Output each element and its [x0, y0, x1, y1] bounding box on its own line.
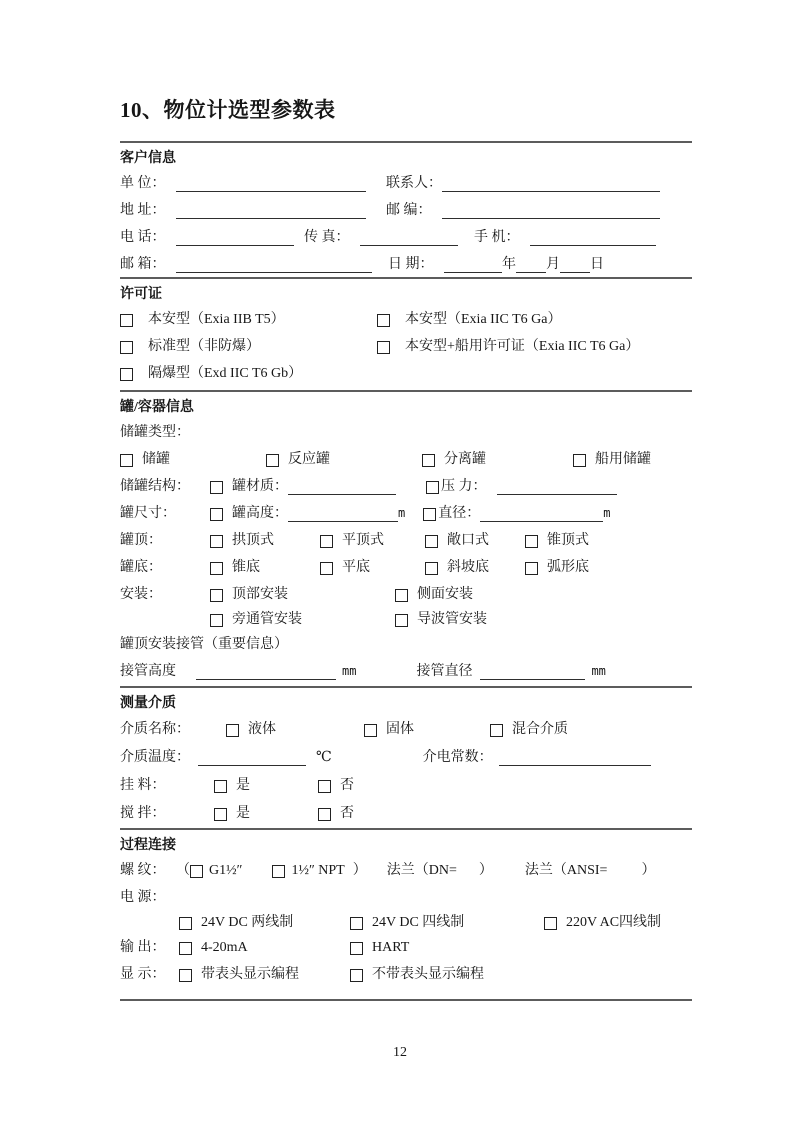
medium-option [364, 721, 490, 738]
install-row-1 [120, 580, 692, 607]
customer-row-phone [120, 223, 692, 250]
option-label: 本安型+船用许可证（Exia IIC T6 Ga） [405, 339, 640, 354]
address-fill-line[interactable] [176, 204, 366, 219]
tank-type-option [120, 451, 266, 468]
date-month-fill-line[interactable] [516, 258, 546, 273]
buildup-option [318, 777, 354, 794]
option-label: 储罐 [142, 452, 170, 467]
tank-bottom-option [320, 559, 425, 576]
height-unit: m [398, 506, 406, 520]
checkbox-4-20ma[interactable] [179, 942, 192, 955]
option-label: 斜坡底 [447, 560, 489, 575]
checkbox-slope-bottom[interactable] [425, 562, 438, 575]
unit-fill-line[interactable] [176, 177, 366, 192]
contact-fill-line[interactable] [442, 177, 660, 192]
nozzle-row [120, 657, 692, 684]
checkbox-without-display[interactable] [350, 969, 363, 982]
option-label: 220V AC四线制 [566, 915, 662, 930]
tank-bottom-row [120, 553, 692, 580]
flange-ansi-label: 法兰（ANSI= [524, 863, 608, 878]
section-tank-info [120, 392, 692, 686]
license-option [120, 365, 302, 382]
checkbox-solid[interactable] [364, 724, 377, 737]
fax-fill-line[interactable] [360, 231, 458, 246]
option-label: 24V DC 四线制 [372, 915, 465, 930]
phone-fill-line[interactable] [176, 231, 294, 246]
stir-option [214, 805, 318, 822]
power-option [350, 914, 544, 931]
checkbox-top-install[interactable] [210, 589, 223, 602]
checkbox-side-install[interactable] [395, 589, 408, 602]
temp-fill-line[interactable] [198, 751, 306, 766]
size-label: 罐尺寸： [120, 506, 176, 521]
medium-name-label: 介质名称： [120, 722, 190, 737]
checkbox-arc-bottom[interactable] [525, 562, 538, 575]
display-option [179, 966, 350, 983]
date-label: 日 期： [388, 257, 434, 272]
license-option [120, 311, 377, 328]
structure-label: 储罐结构： [120, 479, 190, 494]
option-label: 4-20mA [201, 940, 248, 955]
tank-type-option [573, 451, 651, 468]
option-label: 弧形底 [547, 560, 589, 575]
document-content [120, 0, 692, 1001]
stir-label: 搅 拌： [120, 806, 166, 821]
option-label: HART [372, 940, 410, 955]
option-label: 否 [340, 778, 354, 793]
medium-name-row [120, 714, 692, 742]
zip-label: 邮 编： [386, 203, 432, 218]
checkbox-flat-bottom[interactable] [320, 562, 333, 575]
license-option [120, 338, 377, 355]
temp-unit: ℃ [316, 750, 332, 765]
checkbox-buildup-no[interactable] [318, 780, 331, 793]
date-year-fill-line[interactable] [444, 258, 502, 273]
diameter-fill-line[interactable] [480, 507, 603, 522]
buildup-label: 挂 料： [120, 778, 166, 793]
day-label: 日 [590, 257, 604, 272]
option-label: 顶部安装 [232, 587, 288, 602]
pressure-fill-line[interactable] [497, 480, 617, 495]
nozzle-diameter-unit: mm [591, 664, 606, 678]
section-heading: 过程连接 [120, 838, 176, 853]
option-label: 拱顶式 [232, 533, 274, 548]
checkbox-separation-tank[interactable] [422, 454, 435, 467]
page-title: 10、物位计选型参数表 [120, 98, 336, 122]
section-heading: 罐/容器信息 [120, 400, 194, 415]
checkbox-with-display[interactable] [179, 969, 192, 982]
option-label: 是 [236, 778, 250, 793]
output-option [350, 939, 409, 956]
contact-label: 联系人： [386, 176, 442, 191]
install-label: 安装： [120, 587, 162, 602]
tank-top-option [320, 532, 425, 549]
checkbox-tank-height[interactable] [210, 508, 223, 521]
checkbox-stilling-well-install[interactable] [395, 614, 408, 627]
install-option [395, 586, 473, 603]
thread-row [120, 856, 692, 883]
option-label: 1½″ NPT [291, 863, 345, 878]
display-option [350, 966, 484, 983]
checkbox-exia-iib-t5[interactable] [120, 314, 133, 327]
nozzle-diameter-fill-line[interactable] [480, 665, 585, 680]
power-option [544, 914, 661, 931]
checkbox-reaction-tank[interactable] [266, 454, 279, 467]
license-row-1 [120, 305, 692, 332]
flange-dn-label: 法兰（DN= [386, 863, 457, 878]
checkbox-diameter[interactable] [423, 508, 436, 521]
tank-bottom-label: 罐底： [120, 560, 162, 575]
section-heading: 许可证 [120, 287, 162, 302]
email-label: 邮 箱： [120, 257, 166, 272]
dielectric-fill-line[interactable] [499, 751, 651, 766]
medium-temp-label: 介质温度： [120, 750, 190, 765]
paren-close: ） [352, 863, 367, 878]
checkbox-cone-bottom[interactable] [210, 562, 223, 575]
pressure-label: 压 力： [441, 479, 487, 494]
install-option [210, 611, 395, 628]
option-label: 敞口式 [447, 533, 489, 548]
medium-option [490, 721, 568, 738]
option-label: 平底 [342, 560, 370, 575]
option-label: 不带表头显示编程 [372, 967, 484, 982]
tank-type-option [422, 451, 573, 468]
section-license [120, 279, 692, 390]
tank-size-row [120, 499, 692, 526]
option-label: 侧面安装 [417, 587, 473, 602]
checkbox-24v-dc-4wire[interactable] [350, 917, 363, 930]
output-row [120, 935, 692, 960]
option-label: 旁通管安装 [232, 612, 302, 627]
buildup-row [120, 770, 692, 798]
address-label: 地 址： [120, 203, 166, 218]
option-label: 标准型（非防爆） [148, 339, 260, 354]
phone-label: 电 话： [120, 230, 166, 245]
zip-fill-line[interactable] [442, 204, 660, 219]
power-option [179, 914, 350, 931]
year-label: 年 [502, 257, 516, 272]
checkbox-exia-iic-t6-ga[interactable] [377, 314, 390, 327]
checkbox-bypass-install[interactable] [210, 614, 223, 627]
material-fill-line[interactable] [288, 480, 396, 495]
power-options-row [120, 910, 692, 935]
checkbox-marine-license[interactable] [377, 341, 390, 354]
option-label: 本安型（Exia IIC T6 Ga） [405, 312, 562, 327]
install-option [395, 611, 487, 628]
nozzle-height-unit: mm [342, 664, 357, 678]
section-medium [120, 688, 692, 828]
customer-row-email-date [120, 250, 692, 277]
checkbox-npt[interactable] [272, 865, 285, 878]
checkbox-24v-dc-2wire[interactable] [179, 917, 192, 930]
checkbox-cone-top[interactable] [525, 535, 538, 548]
height-label: 罐高度： [232, 506, 288, 521]
tank-type-label: 储罐类型： [120, 425, 190, 440]
material-label: 罐材质： [232, 479, 288, 494]
checkbox-mixed-medium[interactable] [490, 724, 503, 737]
tank-type-options-row [120, 445, 692, 472]
option-label: G1½″ [209, 863, 243, 878]
display-label: 显 示： [120, 967, 166, 982]
option-label: 分离罐 [444, 452, 486, 467]
option-label: 平顶式 [342, 533, 384, 548]
tank-top-option [210, 532, 320, 549]
unit-label: 单 位： [120, 176, 166, 191]
mobile-fill-line[interactable] [530, 231, 656, 246]
tank-bottom-option [525, 559, 589, 576]
checkbox-stir-yes[interactable] [214, 808, 227, 821]
license-option [377, 338, 639, 355]
checkbox-pressure[interactable] [426, 481, 439, 494]
thread-label: 螺 纹： [120, 863, 166, 878]
fax-label: 传 真： [304, 230, 350, 245]
checkbox-liquid[interactable] [226, 724, 239, 737]
date-day-fill-line[interactable] [560, 258, 590, 273]
tank-type-label-row [120, 418, 692, 445]
checkbox-hart[interactable] [350, 942, 363, 955]
checkbox-g1-half[interactable] [190, 865, 203, 878]
checkbox-standard-type[interactable] [120, 341, 133, 354]
checkbox-storage-tank[interactable] [120, 454, 133, 467]
tank-top-option [425, 532, 525, 549]
install-option [210, 586, 395, 603]
diameter-unit: m [603, 506, 611, 520]
height-fill-line[interactable] [288, 507, 398, 522]
month-label: 月 [546, 257, 560, 272]
section-customer-info [120, 143, 692, 277]
tank-bottom-option [210, 559, 320, 576]
mobile-label: 手 机： [474, 230, 520, 245]
tank-bottom-option [425, 559, 525, 576]
option-label: 否 [340, 806, 354, 821]
option-label: 液体 [248, 722, 276, 737]
option-label: 锥顶式 [547, 533, 589, 548]
display-row [120, 960, 692, 987]
buildup-option [214, 777, 318, 794]
stir-option [318, 805, 354, 822]
option-label: 本安型（Exia IIB T5） [148, 312, 285, 327]
power-label-row [120, 883, 692, 910]
checkbox-flat-top[interactable] [320, 535, 333, 548]
tank-type-option [266, 451, 422, 468]
nozzle-diameter-label: 接管直径 [416, 664, 473, 679]
page-number: 12 [393, 1045, 407, 1060]
email-fill-line[interactable] [176, 258, 372, 273]
checkbox-open-top[interactable] [425, 535, 438, 548]
output-label: 输 出： [120, 940, 166, 955]
medium-option [226, 721, 364, 738]
tank-top-label: 罐顶： [120, 533, 162, 548]
customer-row-unit [120, 169, 692, 196]
section-process-connection [120, 830, 692, 999]
option-label: 锥底 [232, 560, 260, 575]
section-divider [120, 999, 692, 1001]
section-heading: 客户信息 [120, 151, 176, 166]
option-label: 固体 [386, 722, 414, 737]
nozzle-note-row [120, 632, 692, 657]
option-label: 隔爆型（Exd IIC T6 Gb） [148, 366, 303, 381]
customer-row-address [120, 196, 692, 223]
tank-top-row [120, 526, 692, 553]
section-heading: 测量介质 [120, 696, 176, 711]
paren-open: （ [176, 863, 190, 878]
checkbox-arch-top[interactable] [210, 535, 223, 548]
dielectric-label: 介电常数： [422, 750, 493, 765]
option-label: 混合介质 [512, 722, 568, 737]
checkbox-exd-iic-t6-gb[interactable] [120, 368, 133, 381]
option-label: 带表头显示编程 [201, 967, 299, 982]
option-label: 24V DC 两线制 [201, 915, 294, 930]
option-label: 是 [236, 806, 250, 821]
license-row-3 [120, 359, 692, 386]
install-row-2 [120, 607, 692, 632]
checkbox-220v-ac-4wire[interactable] [544, 917, 557, 930]
medium-temp-row [120, 742, 692, 770]
option-label: 船用储罐 [595, 452, 651, 467]
nozzle-height-fill-line[interactable] [196, 665, 336, 680]
option-label: 反应罐 [288, 452, 330, 467]
stir-row [120, 798, 692, 826]
nozzle-height-label: 接管高度 [120, 664, 176, 679]
license-option [377, 311, 561, 328]
license-row-2 [120, 332, 692, 359]
flange-dn-close: ） [478, 863, 493, 878]
output-option [179, 939, 350, 956]
nozzle-note: 罐顶安装接管（重要信息） [120, 637, 288, 652]
diameter-label: 直径： [438, 506, 481, 521]
option-label: 导波管安装 [417, 612, 487, 627]
flange-ansi-close: ） [641, 863, 656, 878]
checkbox-material[interactable] [210, 481, 223, 494]
checkbox-stir-no[interactable] [318, 808, 331, 821]
tank-top-option [525, 532, 589, 549]
checkbox-buildup-yes[interactable] [214, 780, 227, 793]
tank-structure-row [120, 472, 692, 499]
checkbox-marine-tank[interactable] [573, 454, 586, 467]
power-label: 电 源： [120, 890, 166, 905]
